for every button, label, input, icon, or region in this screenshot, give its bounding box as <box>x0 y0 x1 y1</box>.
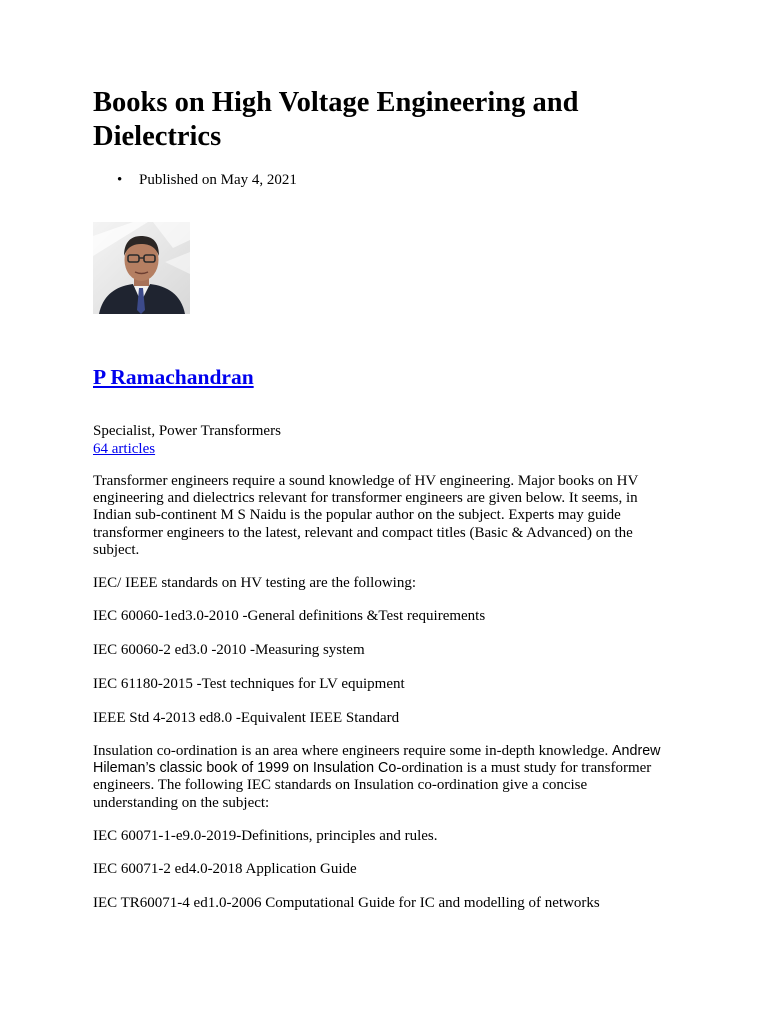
author-avatar[interactable] <box>93 222 190 314</box>
author-articles-link[interactable]: 64 articles <box>93 441 156 457</box>
standards-heading: IEC/ IEEE standards on HV testing are the following: <box>93 575 416 591</box>
article-title: Books on High Voltage Engineering and Dielectrics <box>93 87 579 152</box>
author-headline: Specialist, Power Transformers <box>93 423 281 439</box>
insulation-intro-text: Insulation co-ordination is an area where engineers require some in-depth knowledge. <box>93 743 609 759</box>
published-date: Published on May 4, 2021 <box>139 172 297 188</box>
standard-item: IEC 60060-2 ed3.0 -2010 -Measuring system <box>93 642 365 658</box>
author-name-link[interactable]: P Ramachandran <box>93 365 254 389</box>
standard-item: IEC 61180-2015 -Test techniques for LV equipment <box>93 676 405 692</box>
ic-standard-item: IEC TR60071-4 ed1.0-2006 Computational Guide for IC and modelling of networks <box>93 895 600 911</box>
published-date-item <box>93 171 297 189</box>
article-meta <box>93 171 297 189</box>
hileman-reference-text: Andrew Hileman’s classic book of 1999 on Insulation Co <box>93 743 661 777</box>
standard-item: IEEE Std 4-2013 ed8.0 -Equivalent IEEE Standard <box>93 710 400 726</box>
standard-item: IEC 60060-1ed3.0-2010 -General definitions &Test requirements <box>93 608 486 624</box>
insulation-rest-text: -ordination is a must study for transformer engineers. The following IEC standards on Insulation co-ordination give a concise understanding on the subject: <box>93 760 652 811</box>
ic-standard-item: IEC 60071-1-e9.0-2019-Definitions, principles and rules. <box>93 828 438 844</box>
author-photo-icon <box>93 222 190 314</box>
intro-paragraph: Transformer engineers require a sound knowledge of HV engineering. Major books on HV engineering and dielectrics relevant for transformer engineers are given below. It seems, in Indian sub-continent M S Naidu is the popular author on the subject. Experts may guide transformer engineers to the latest, relevant and compact titles (Basic & Advanced) on the subject. <box>93 473 639 558</box>
insulation-paragraph <box>93 743 668 812</box>
bullet-icon: • <box>117 172 123 188</box>
ic-standard-item: IEC 60071-2 ed4.0-2018 Application Guide <box>93 861 357 877</box>
